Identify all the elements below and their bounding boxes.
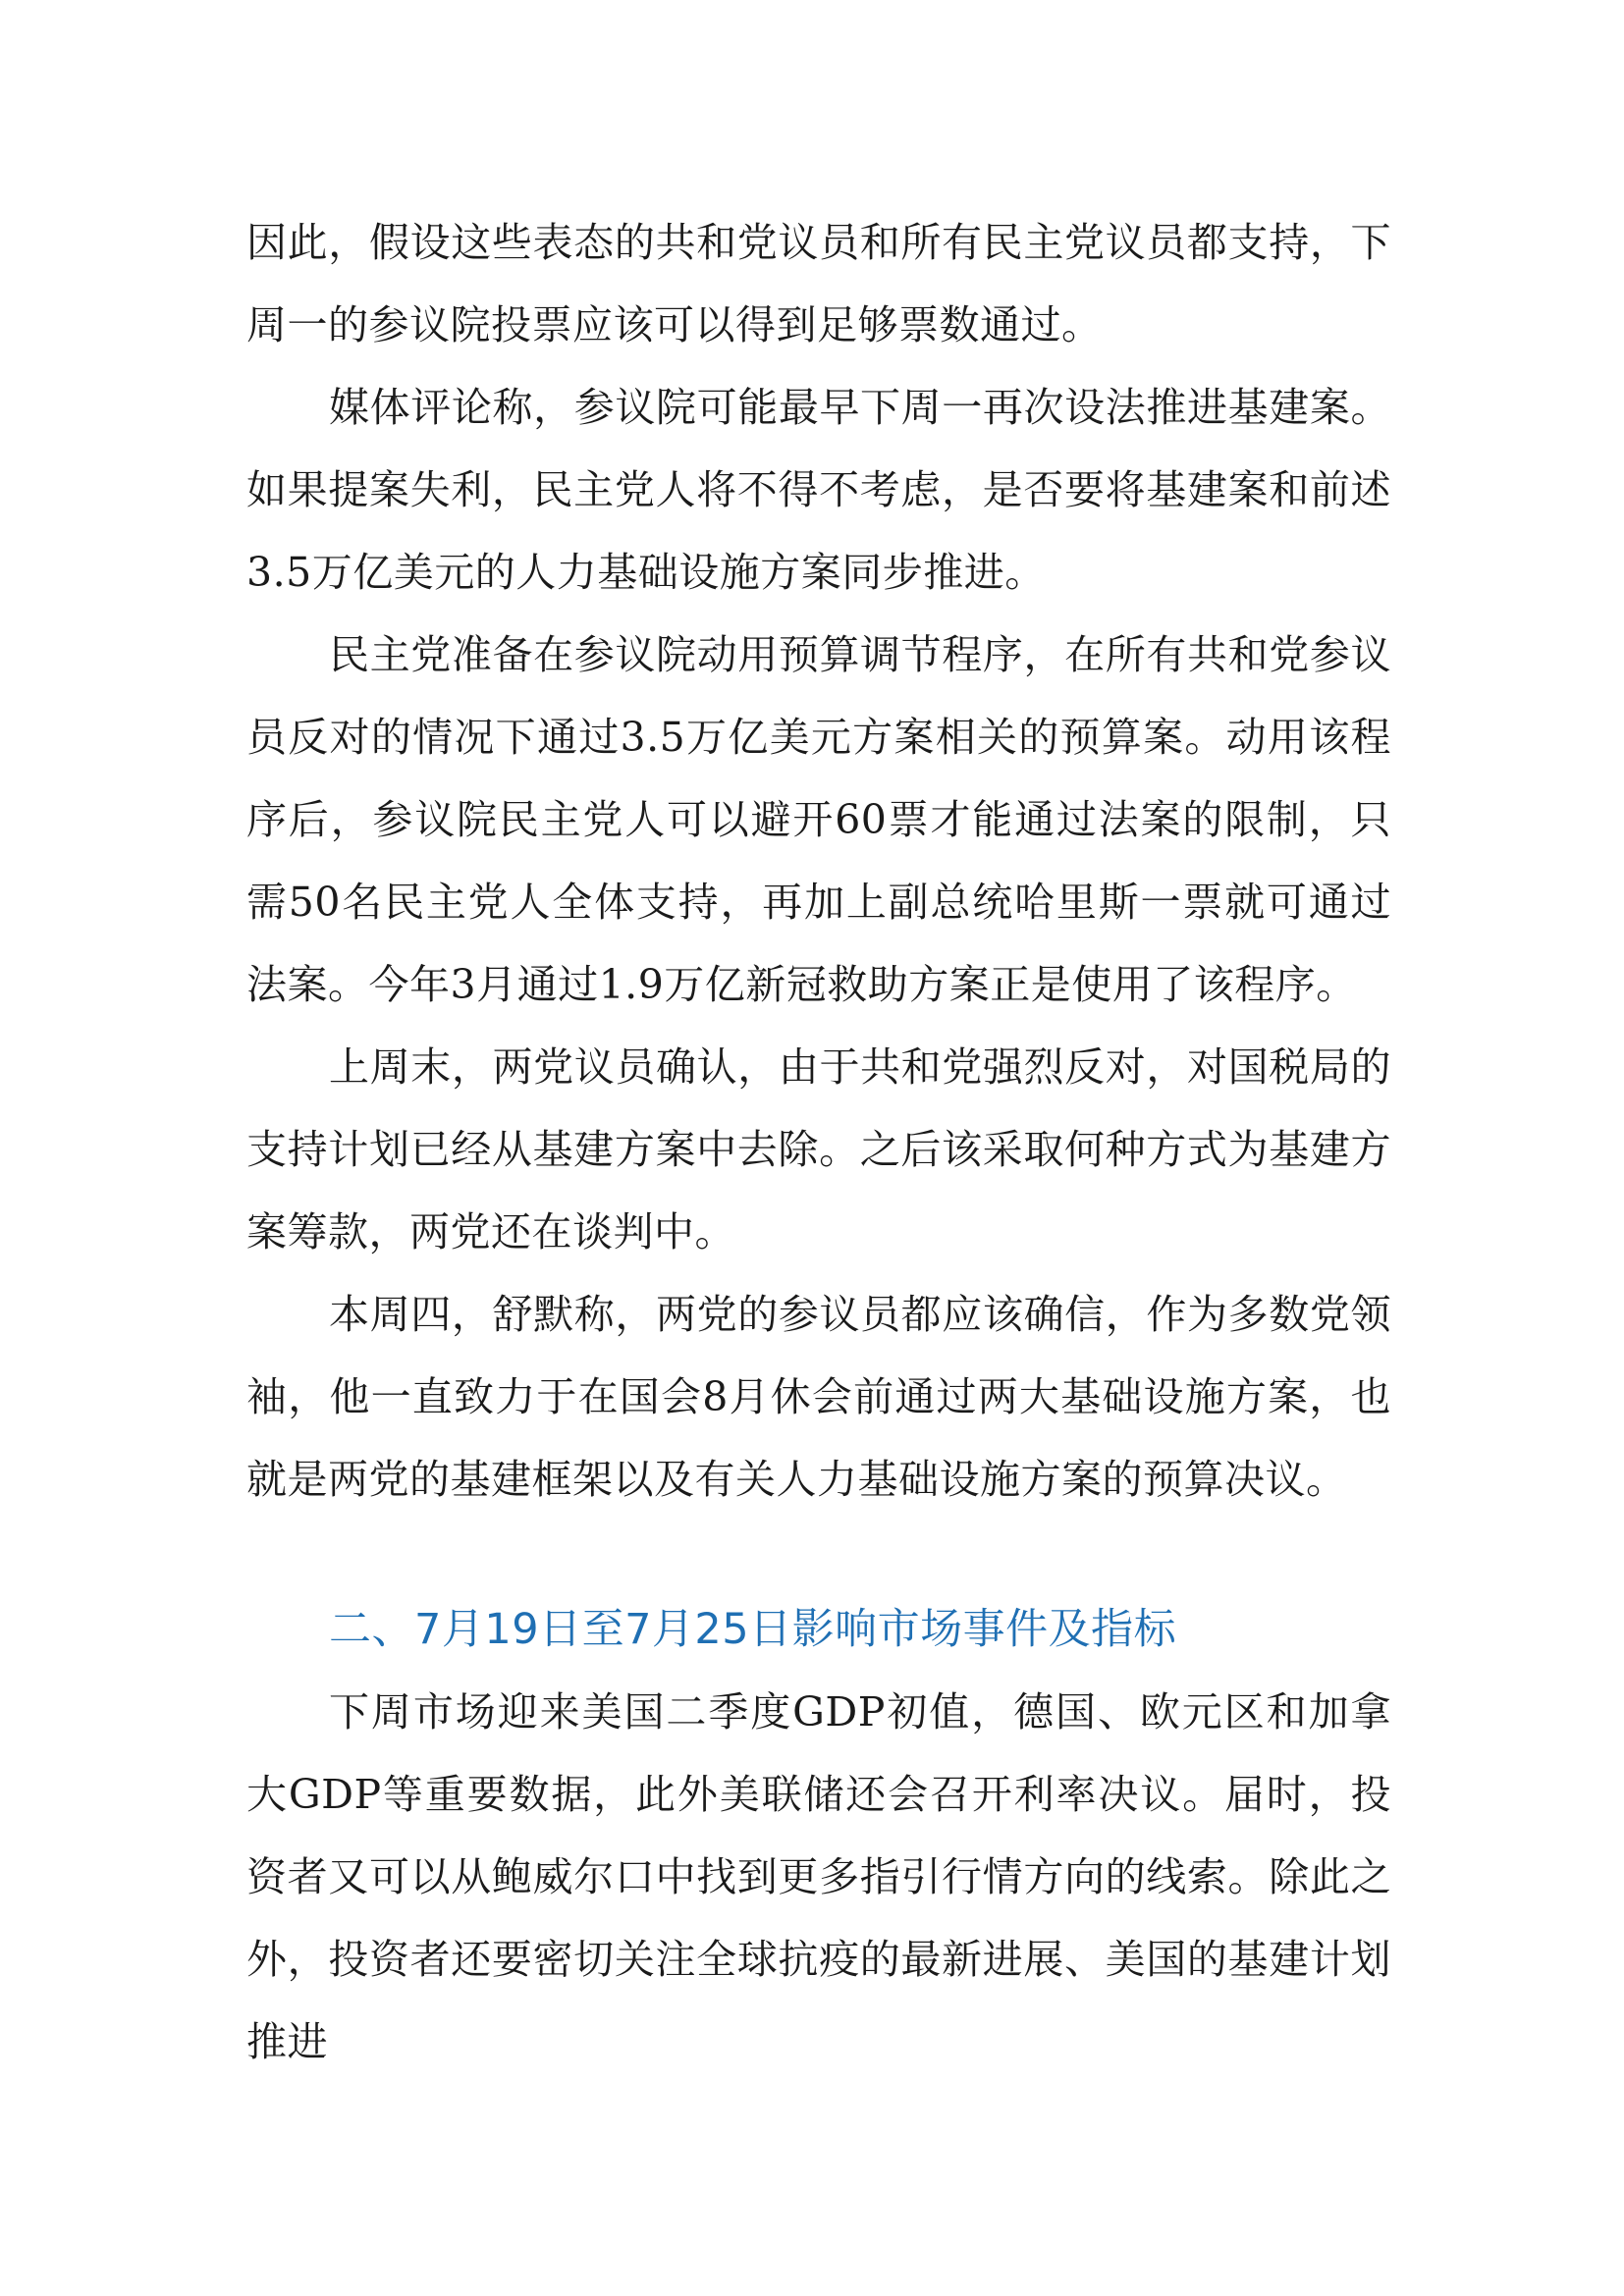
document-body xyxy=(246,201,1391,2083)
paragraph-3: 民主党准备在参议院动用预算调节程序，在所有共和党参议员反对的情况下通过3.5万亿美元方案相关的预算案。动用该程序后，参议院民主党人可以避开60票才能通过法案的限制，只需50名民主党人全体支持，再加上副总统哈里斯一票就可通过法案。今年3月通过1.9万亿新冠救助方案正是使用了该程序。 xyxy=(246,631,1391,1008)
paragraph-6: 下周市场迎来美国二季度GDP初值，德国、欧元区和加拿大GDP等重要数据，此外美联储还会召开利率决议。届时，投资者又可以从鲍威尔口中找到更多指引行情方向的线索。除此之外，投资者还要密切关注全球抗疫的最新进展、美国的基建计划推进 xyxy=(246,1688,1391,2065)
paragraph-4: 上周末，两党议员确认，由于共和党强烈反对，对国税局的支持计划已经从基建方案中去除。之后该采取何种方式为基建方案筹款，两党还在谈判中。 xyxy=(246,1043,1391,1255)
section-heading: 二、7月19日至7月25日影响市场事件及指标 xyxy=(329,1605,1177,1654)
paragraph-5: 本周四，舒默称，两党的参议员都应该确信，作为多数党领袖，他一直致力于在国会8月休会前通过两大基础设施方案，也就是两党的基建框架以及有关人力基础设施方案的预算决议。 xyxy=(246,1291,1391,1503)
paragraph-2: 媒体评论称，参议院可能最早下周一再次设法推进基建案。如果提案失利，民主党人将不得不考虑，是否要将基建案和前述3.5万亿美元的人力基础设施方案同步推进。 xyxy=(246,384,1391,596)
paragraph-1: 因此，假设这些表态的共和党议员和所有民主党议员都支持，下周一的参议院投票应该可以得到足够票数通过。 xyxy=(246,219,1391,348)
